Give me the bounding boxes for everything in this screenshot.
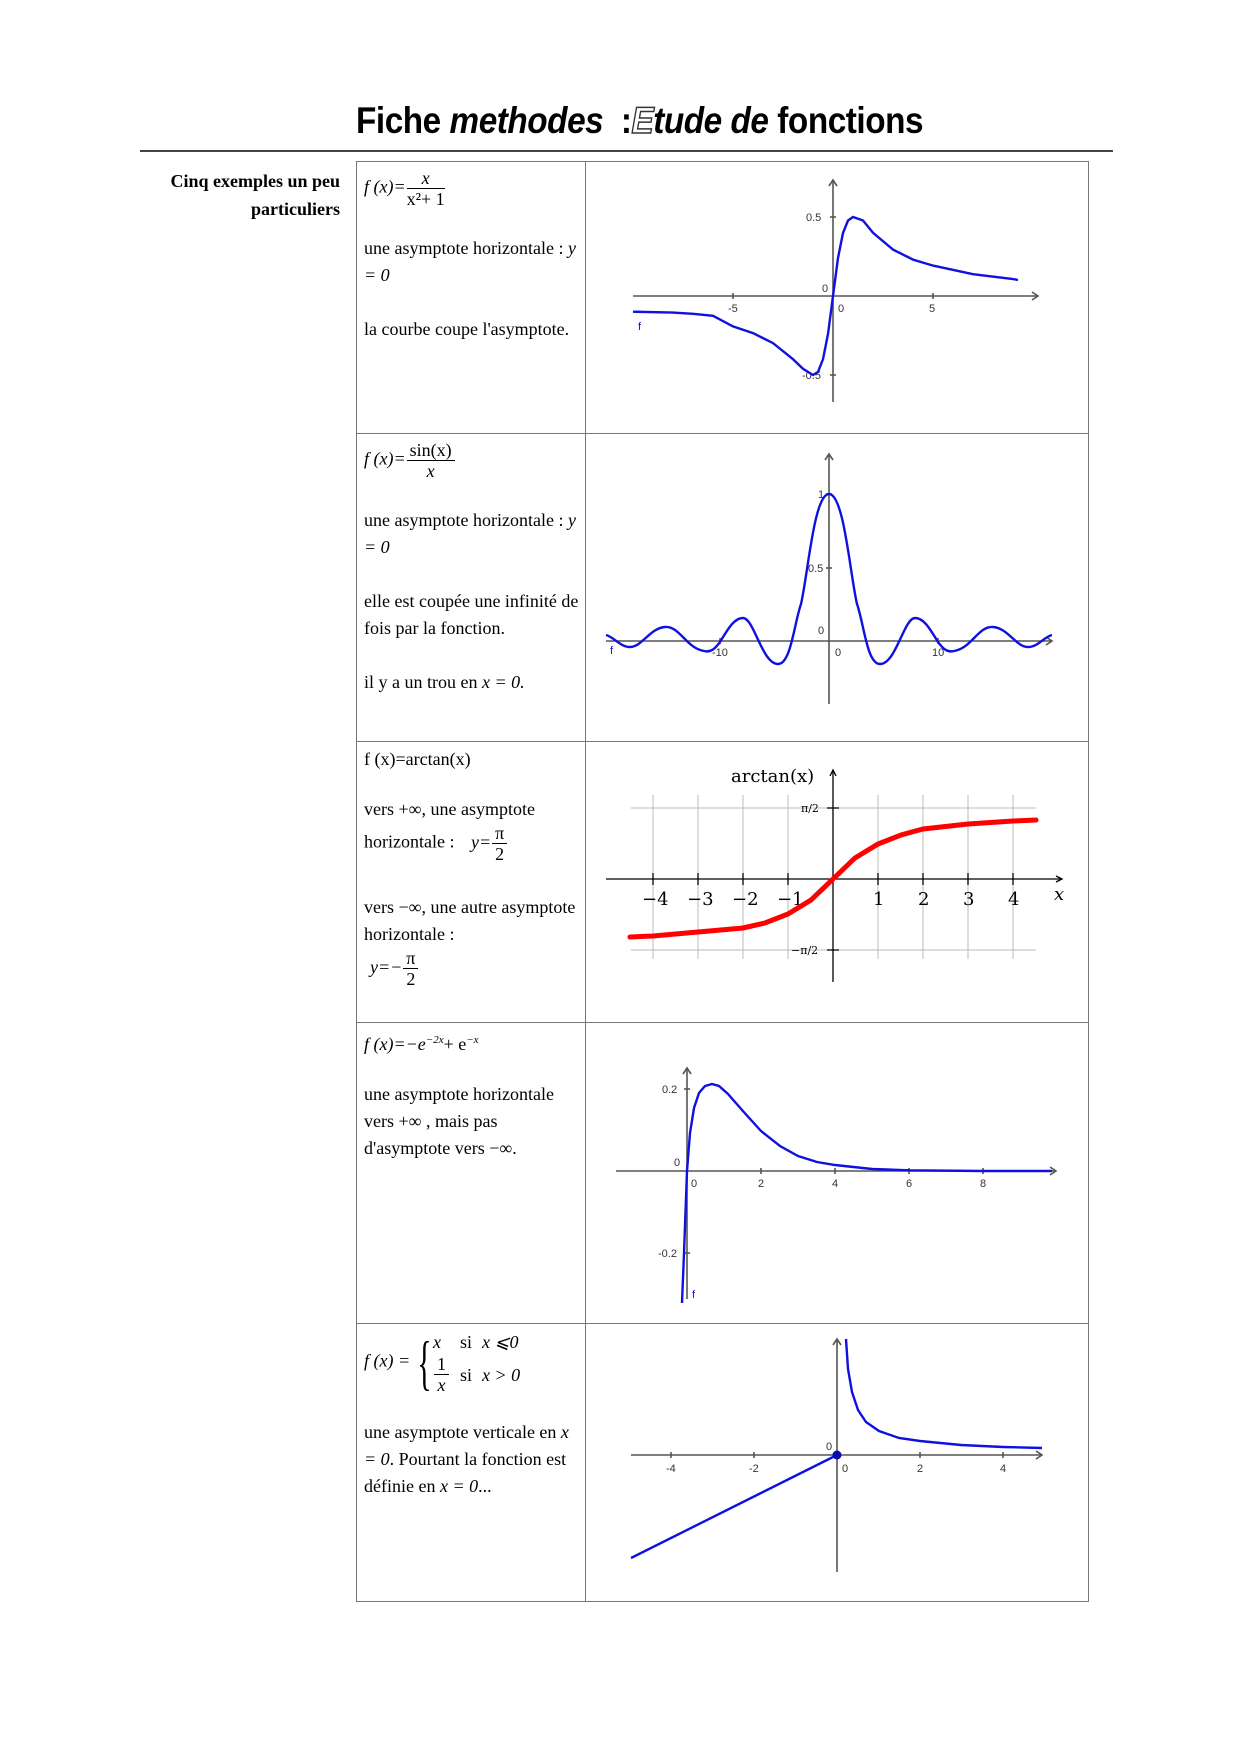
example-3-paragraph-2 <box>364 894 579 989</box>
x-tick-label: 0 <box>691 1178 698 1190</box>
x-tick-label: 4 <box>1008 889 1020 910</box>
x-tick-label: −4 <box>642 889 669 910</box>
y-tick-label: 1 <box>818 489 825 501</box>
x-tick-label: -5 <box>728 303 738 315</box>
reciprocal-branch <box>846 1339 1042 1448</box>
example-5-text <box>357 1324 586 1602</box>
fraction <box>492 823 507 864</box>
numerator: π <box>403 948 418 969</box>
function-curve <box>682 1084 1052 1303</box>
x-tick-label: 0 <box>842 1463 849 1475</box>
example-2-graph-cell <box>586 434 1089 742</box>
example-4-text <box>357 1023 586 1324</box>
case2-si: si <box>459 1364 472 1385</box>
example-2-text <box>357 434 586 742</box>
example-1-text <box>357 162 586 434</box>
example-5-graph <box>586 1324 1088 1601</box>
title-outline-letter: E <box>631 100 654 141</box>
x-tick-label: 2 <box>758 1178 765 1190</box>
example-2-paragraph-1 <box>364 507 579 561</box>
paragraph-text: une asymptote horizontale : <box>364 238 568 258</box>
formula-lhs: f (x)= <box>364 176 406 197</box>
title-rule <box>140 150 1113 152</box>
x-axis-label: x <box>1054 884 1065 905</box>
curve-label: f <box>692 1289 696 1301</box>
example-2-paragraph-3 <box>364 669 579 696</box>
x-tick-label: 2 <box>918 889 930 910</box>
equation: x = 0 <box>439 1476 479 1496</box>
y-tick-label: 0.5 <box>808 563 824 575</box>
title-methodes: methodes <box>449 100 604 141</box>
exponent: −x <box>466 1034 479 1046</box>
equation: x = 0 <box>364 1422 569 1469</box>
title-colon: : <box>603 100 632 141</box>
paragraph-text: une asymptote horizontale : <box>364 510 568 530</box>
case1-value: x <box>432 1332 441 1352</box>
case2-condition: x > 0 <box>481 1364 521 1385</box>
example-1-graph-cell <box>586 162 1089 434</box>
y-tick-label: -0.5 <box>802 370 821 382</box>
fraction <box>407 440 455 481</box>
x-tick-label: 10 <box>932 647 945 659</box>
brace-icon: { <box>417 1329 432 1396</box>
exponent: −2x <box>425 1034 444 1046</box>
x-tick-label: 6 <box>906 1178 913 1190</box>
x-tick-label: −2 <box>732 889 759 910</box>
numerator: x <box>407 168 445 189</box>
paragraph-text: une asymptote verticale en <box>364 1422 561 1442</box>
asymptote-lhs: y=− <box>370 956 403 977</box>
section-label-line2: particuliers <box>251 199 340 219</box>
y-tick-label: 0 <box>822 283 829 295</box>
formula-mid: + e <box>443 1034 467 1054</box>
asymptote-equation: y = 0 <box>364 238 576 285</box>
y-tick-label: 0 <box>818 625 825 637</box>
x-tick-label: 3 <box>963 889 975 910</box>
x-tick-label: 8 <box>980 1178 987 1190</box>
piecewise-cases <box>433 1330 530 1395</box>
linear-branch <box>631 1455 837 1558</box>
asymptote-equation: y = 0 <box>364 510 576 557</box>
example-2-paragraph-2: elle est coupée une infinité de fois par la fonction. <box>364 591 579 638</box>
x-tick-label: −3 <box>687 889 714 910</box>
paragraph-text: il y a un trou en <box>364 672 482 692</box>
y-tick-label: π/2 <box>801 802 819 815</box>
defined-point-marker <box>833 1451 842 1460</box>
example-4-graph <box>586 1023 1088 1323</box>
example-row-1 <box>357 162 1089 434</box>
y-tick-label: −π/2 <box>791 944 819 957</box>
example-4-graph-cell <box>586 1023 1089 1324</box>
example-1-paragraph-2: la courbe coupe l'asymptote. <box>364 319 570 339</box>
title-fonctions: fonctions <box>768 100 924 141</box>
y-tick-label: 0.5 <box>806 212 822 224</box>
example-1-paragraph-1 <box>364 235 579 289</box>
paragraph-text: . Pourtant la fonction est définie en <box>364 1449 567 1496</box>
example-2-graph <box>586 434 1088 741</box>
y-axis-label: arctan(x) <box>731 766 815 787</box>
x-tick-label: -10 <box>712 647 728 659</box>
title-etude-de: tude de <box>653 100 769 141</box>
x-tick-label: 1 <box>873 889 885 910</box>
example-3-text <box>357 742 586 1023</box>
denominator: x <box>437 1375 446 1395</box>
x-tick-label: 4 <box>1000 1463 1007 1475</box>
examples-table <box>356 161 1089 1602</box>
asymptote-lhs: y= <box>470 831 492 852</box>
numerator: π <box>492 823 507 844</box>
x-tick-label: 5 <box>929 303 936 315</box>
formula-lhs: f (x) = <box>364 1350 411 1371</box>
example-1-graph <box>586 162 1088 433</box>
x-tick-label: 2 <box>917 1463 924 1475</box>
example-row-4 <box>357 1023 1089 1324</box>
example-1-formula <box>364 168 579 209</box>
paragraph-text: vers +∞, une asymptote horizontale : <box>364 799 535 852</box>
section-label-line1: Cinq exemples un peu <box>170 171 340 191</box>
denominator: 2 <box>406 969 416 989</box>
example-row-3 <box>357 742 1089 1023</box>
case1-condition: x ⩽0 <box>481 1332 519 1352</box>
x-tick-label: 0 <box>838 303 845 315</box>
numerator: 1 <box>434 1354 449 1375</box>
paragraph-text: vers −∞, une autre asymptote horizontale : <box>364 897 576 944</box>
y-tick-label: -0.2 <box>658 1248 677 1260</box>
y-tick-label: 0 <box>826 1441 833 1453</box>
curve-label: f <box>638 321 642 333</box>
example-3-paragraph-1 <box>364 796 579 864</box>
denominator: 2 <box>495 844 505 864</box>
example-5-formula <box>364 1330 579 1395</box>
y-tick-label: 0 <box>674 1157 681 1169</box>
case1-si: si <box>459 1332 472 1352</box>
curve-label: f <box>610 645 614 657</box>
numerator: sin(x) <box>407 440 455 461</box>
fraction <box>407 168 445 209</box>
example-row-5 <box>357 1324 1089 1602</box>
denominator: x <box>426 461 435 481</box>
x-tick-label: 0 <box>835 647 842 659</box>
formula-lhs: f (x)= <box>364 448 406 469</box>
example-3-formula: f (x)=arctan(x) <box>364 749 471 769</box>
y-tick-label: 0.2 <box>662 1084 678 1096</box>
x-tick-label: -2 <box>749 1463 759 1475</box>
x-tick-label: 4 <box>832 1178 839 1190</box>
section-label <box>130 167 340 223</box>
example-2-formula <box>364 440 579 481</box>
fraction <box>403 948 418 989</box>
x-tick-label: -4 <box>666 1463 676 1475</box>
example-4-formula <box>364 1029 579 1055</box>
formula-lhs: f (x)=−e <box>364 1034 426 1054</box>
paragraph-text: ... <box>478 1476 492 1496</box>
example-row-2 <box>357 434 1089 742</box>
example-5-paragraph-1 <box>364 1419 579 1500</box>
denominator: x²+ 1 <box>406 189 445 209</box>
title-fiche: Fiche <box>356 100 450 141</box>
example-3-graph-cell <box>586 742 1089 1023</box>
example-5-graph-cell <box>586 1324 1089 1602</box>
hole-equation: x = 0. <box>481 672 525 692</box>
page-title <box>356 100 986 142</box>
example-4-paragraph-1: une asymptote horizontale vers +∞ , mais pas d'asymptote vers −∞. <box>364 1084 554 1158</box>
fraction <box>434 1354 449 1395</box>
x-tick-label: −1 <box>777 889 804 910</box>
example-3-graph <box>586 742 1088 1022</box>
